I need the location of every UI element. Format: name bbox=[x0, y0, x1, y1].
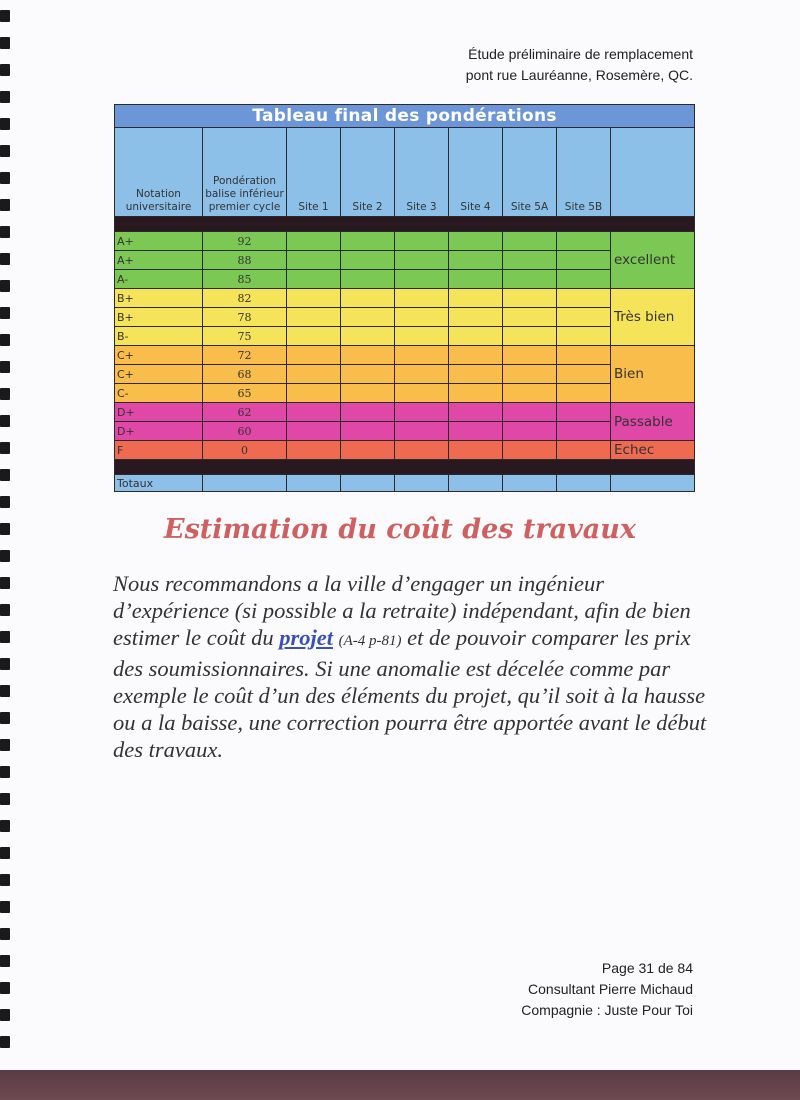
ponderation-cell: 85 bbox=[203, 270, 287, 289]
totals-cell bbox=[341, 475, 395, 492]
separator-row bbox=[115, 217, 695, 232]
binding-hole bbox=[0, 766, 10, 778]
binding-hole bbox=[0, 280, 10, 292]
site-cell bbox=[449, 441, 503, 460]
ponderation-table-container bbox=[114, 104, 694, 492]
totals-cell bbox=[395, 475, 449, 492]
totals-row bbox=[115, 475, 695, 492]
ponderation-cell: 72 bbox=[203, 346, 287, 365]
column-header bbox=[611, 128, 695, 217]
site-cell bbox=[287, 346, 341, 365]
site-cell bbox=[395, 270, 449, 289]
binding-hole bbox=[0, 334, 10, 346]
binding-hole bbox=[0, 64, 10, 76]
table-title: Tableau final des pondérations bbox=[115, 105, 695, 128]
site-cell bbox=[449, 232, 503, 251]
column-header: Site 5B bbox=[557, 128, 611, 217]
binding-hole bbox=[0, 928, 10, 940]
site-cell bbox=[449, 403, 503, 422]
site-cell bbox=[287, 403, 341, 422]
site-cell bbox=[341, 232, 395, 251]
consultant-name: Consultant Pierre Michaud bbox=[528, 981, 693, 997]
rating-label-cell: excellent bbox=[611, 232, 695, 289]
site-cell bbox=[341, 365, 395, 384]
binding-hole bbox=[0, 172, 10, 184]
site-cell bbox=[341, 346, 395, 365]
site-cell bbox=[449, 384, 503, 403]
site-cell bbox=[449, 308, 503, 327]
page-header bbox=[466, 44, 693, 86]
ponderation-cell: 78 bbox=[203, 308, 287, 327]
site-cell bbox=[557, 441, 611, 460]
binding-hole bbox=[0, 604, 10, 616]
binding-hole bbox=[0, 577, 10, 589]
binding-hole bbox=[0, 550, 10, 562]
binding-hole bbox=[0, 469, 10, 481]
binding-hole bbox=[0, 37, 10, 49]
site-cell bbox=[287, 422, 341, 441]
site-cell bbox=[287, 270, 341, 289]
binding-hole bbox=[0, 739, 10, 751]
totals-cell bbox=[449, 475, 503, 492]
grade-cell: F bbox=[115, 441, 203, 460]
binding-hole bbox=[0, 1036, 10, 1048]
site-cell bbox=[557, 403, 611, 422]
table-row bbox=[115, 251, 695, 270]
site-cell bbox=[449, 289, 503, 308]
site-cell bbox=[395, 289, 449, 308]
binding-hole bbox=[0, 955, 10, 967]
binding-hole bbox=[0, 253, 10, 265]
ponderation-cell: 75 bbox=[203, 327, 287, 346]
site-cell bbox=[503, 251, 557, 270]
site-cell bbox=[287, 232, 341, 251]
site-cell bbox=[557, 308, 611, 327]
binding-hole bbox=[0, 820, 10, 832]
site-cell bbox=[557, 232, 611, 251]
site-cell bbox=[341, 441, 395, 460]
binding-hole bbox=[0, 982, 10, 994]
site-cell bbox=[341, 384, 395, 403]
column-header: Site 1 bbox=[287, 128, 341, 217]
table-row bbox=[115, 308, 695, 327]
site-cell bbox=[395, 422, 449, 441]
site-cell bbox=[449, 270, 503, 289]
binding-hole bbox=[0, 415, 10, 427]
binding-hole bbox=[0, 793, 10, 805]
site-cell bbox=[395, 403, 449, 422]
page-footer bbox=[521, 958, 693, 1021]
ponderation-cell: 62 bbox=[203, 403, 287, 422]
site-cell bbox=[557, 251, 611, 270]
ponderation-cell: 88 bbox=[203, 251, 287, 270]
site-cell bbox=[503, 384, 557, 403]
separator-row bbox=[115, 460, 695, 475]
binding-hole bbox=[0, 658, 10, 670]
rating-label-cell: Bien bbox=[611, 346, 695, 403]
site-cell bbox=[287, 327, 341, 346]
ponderation-cell: 92 bbox=[203, 232, 287, 251]
site-cell bbox=[557, 270, 611, 289]
binding-hole bbox=[0, 361, 10, 373]
table-row bbox=[115, 384, 695, 403]
totals-cell bbox=[203, 475, 287, 492]
site-cell bbox=[449, 346, 503, 365]
binding-hole bbox=[0, 91, 10, 103]
site-cell bbox=[449, 327, 503, 346]
grade-cell: C+ bbox=[115, 365, 203, 384]
site-cell bbox=[341, 289, 395, 308]
site-cell bbox=[395, 441, 449, 460]
table-row bbox=[115, 289, 695, 308]
site-cell bbox=[557, 422, 611, 441]
site-cell bbox=[287, 365, 341, 384]
binding-hole bbox=[0, 307, 10, 319]
site-cell bbox=[341, 270, 395, 289]
paragraph-reference: (A-4 p-81) bbox=[338, 633, 402, 649]
ponderation-cell: 0 bbox=[203, 441, 287, 460]
page-number: Page 31 de 84 bbox=[601, 960, 693, 976]
site-cell bbox=[341, 327, 395, 346]
paragraph-text-2: et de pouvoir comparer les prix des soumissionnaires. Si une anomalie est décelée comme par exemple le coût d’un des éléments du projet, qu’il soit à la hausse ou a la baisse, une correction pourra être apportée avant le début des travaux. bbox=[113, 625, 707, 762]
binding-hole bbox=[0, 847, 10, 859]
column-header: Site 4 bbox=[449, 128, 503, 217]
totals-cell bbox=[611, 475, 695, 492]
rating-label-cell: Très bien bbox=[611, 289, 695, 346]
site-cell bbox=[287, 289, 341, 308]
totals-cell bbox=[287, 475, 341, 492]
table-row bbox=[115, 232, 695, 251]
totals-label: Totaux bbox=[115, 475, 203, 492]
table-row bbox=[115, 327, 695, 346]
site-cell bbox=[503, 365, 557, 384]
header-line-1: Étude préliminaire de remplacement bbox=[468, 46, 693, 62]
paragraph-text-1: Nous recommandons a la ville d’engager un ingénieur d’expérience (si possible a la retraite) indépendant, afin de bien estimer le coût du bbox=[113, 571, 691, 650]
grade-cell: A+ bbox=[115, 232, 203, 251]
site-cell bbox=[395, 365, 449, 384]
binding-hole bbox=[0, 442, 10, 454]
binding-hole bbox=[0, 145, 10, 157]
site-cell bbox=[287, 384, 341, 403]
site-cell bbox=[557, 365, 611, 384]
table-row bbox=[115, 365, 695, 384]
site-cell bbox=[449, 251, 503, 270]
site-cell bbox=[395, 346, 449, 365]
binding-hole bbox=[0, 199, 10, 211]
site-cell bbox=[341, 308, 395, 327]
site-cell bbox=[503, 441, 557, 460]
site-cell bbox=[503, 289, 557, 308]
site-cell bbox=[395, 327, 449, 346]
ponderation-cell: 82 bbox=[203, 289, 287, 308]
totals-cell bbox=[503, 475, 557, 492]
binding-hole bbox=[0, 496, 10, 508]
grade-cell: A- bbox=[115, 270, 203, 289]
column-header: Site 2 bbox=[341, 128, 395, 217]
header-line-2: pont rue Lauréanne, Rosemère, QC. bbox=[465, 67, 693, 83]
column-header: Pondération balise inférieur premier cycle bbox=[203, 128, 287, 217]
site-cell bbox=[449, 422, 503, 441]
binding-hole bbox=[0, 631, 10, 643]
site-cell bbox=[557, 327, 611, 346]
site-cell bbox=[287, 251, 341, 270]
table-row bbox=[115, 403, 695, 422]
grade-cell: C- bbox=[115, 384, 203, 403]
site-cell bbox=[557, 384, 611, 403]
site-cell bbox=[503, 346, 557, 365]
binding-hole bbox=[0, 685, 10, 697]
binding-hole bbox=[0, 901, 10, 913]
table-row bbox=[115, 346, 695, 365]
grade-cell: A+ bbox=[115, 251, 203, 270]
column-header: Site 3 bbox=[395, 128, 449, 217]
binding-hole bbox=[0, 1009, 10, 1021]
grade-cell: B- bbox=[115, 327, 203, 346]
projet-link[interactable]: projet bbox=[279, 625, 333, 650]
site-cell bbox=[395, 232, 449, 251]
site-cell bbox=[395, 384, 449, 403]
binding-hole bbox=[0, 874, 10, 886]
site-cell bbox=[503, 403, 557, 422]
ponderation-cell: 65 bbox=[203, 384, 287, 403]
binding-hole bbox=[0, 10, 10, 22]
table-row bbox=[115, 270, 695, 289]
site-cell bbox=[341, 422, 395, 441]
binding-hole bbox=[0, 388, 10, 400]
rating-label-cell: Echec bbox=[611, 441, 695, 460]
grade-cell: B+ bbox=[115, 308, 203, 327]
site-cell bbox=[287, 308, 341, 327]
site-cell bbox=[341, 403, 395, 422]
rating-label-cell: Passable bbox=[611, 403, 695, 441]
binding-hole bbox=[0, 226, 10, 238]
grade-cell: D+ bbox=[115, 422, 203, 441]
site-cell bbox=[503, 308, 557, 327]
column-header: Notation universitaire bbox=[115, 128, 203, 217]
site-cell bbox=[287, 441, 341, 460]
table-row bbox=[115, 441, 695, 460]
column-header: Site 5A bbox=[503, 128, 557, 217]
totals-cell bbox=[557, 475, 611, 492]
binding-hole bbox=[0, 712, 10, 724]
site-cell bbox=[395, 308, 449, 327]
site-cell bbox=[557, 346, 611, 365]
site-cell bbox=[395, 251, 449, 270]
grade-cell: B+ bbox=[115, 289, 203, 308]
site-cell bbox=[341, 251, 395, 270]
body-paragraph bbox=[113, 570, 713, 763]
site-cell bbox=[503, 327, 557, 346]
site-cell bbox=[449, 365, 503, 384]
site-cell bbox=[503, 232, 557, 251]
grade-cell: D+ bbox=[115, 403, 203, 422]
grade-cell: C+ bbox=[115, 346, 203, 365]
site-cell bbox=[503, 422, 557, 441]
ponderation-table bbox=[114, 104, 695, 492]
site-cell bbox=[503, 270, 557, 289]
ponderation-cell: 68 bbox=[203, 365, 287, 384]
ponderation-cell: 60 bbox=[203, 422, 287, 441]
section-title: Estimation du coût des travaux bbox=[164, 514, 636, 545]
company-name: Compagnie : Juste Pour Toi bbox=[521, 1002, 693, 1018]
binding-hole bbox=[0, 118, 10, 130]
site-cell bbox=[557, 289, 611, 308]
table-row bbox=[115, 422, 695, 441]
bottom-edge bbox=[0, 1070, 800, 1100]
